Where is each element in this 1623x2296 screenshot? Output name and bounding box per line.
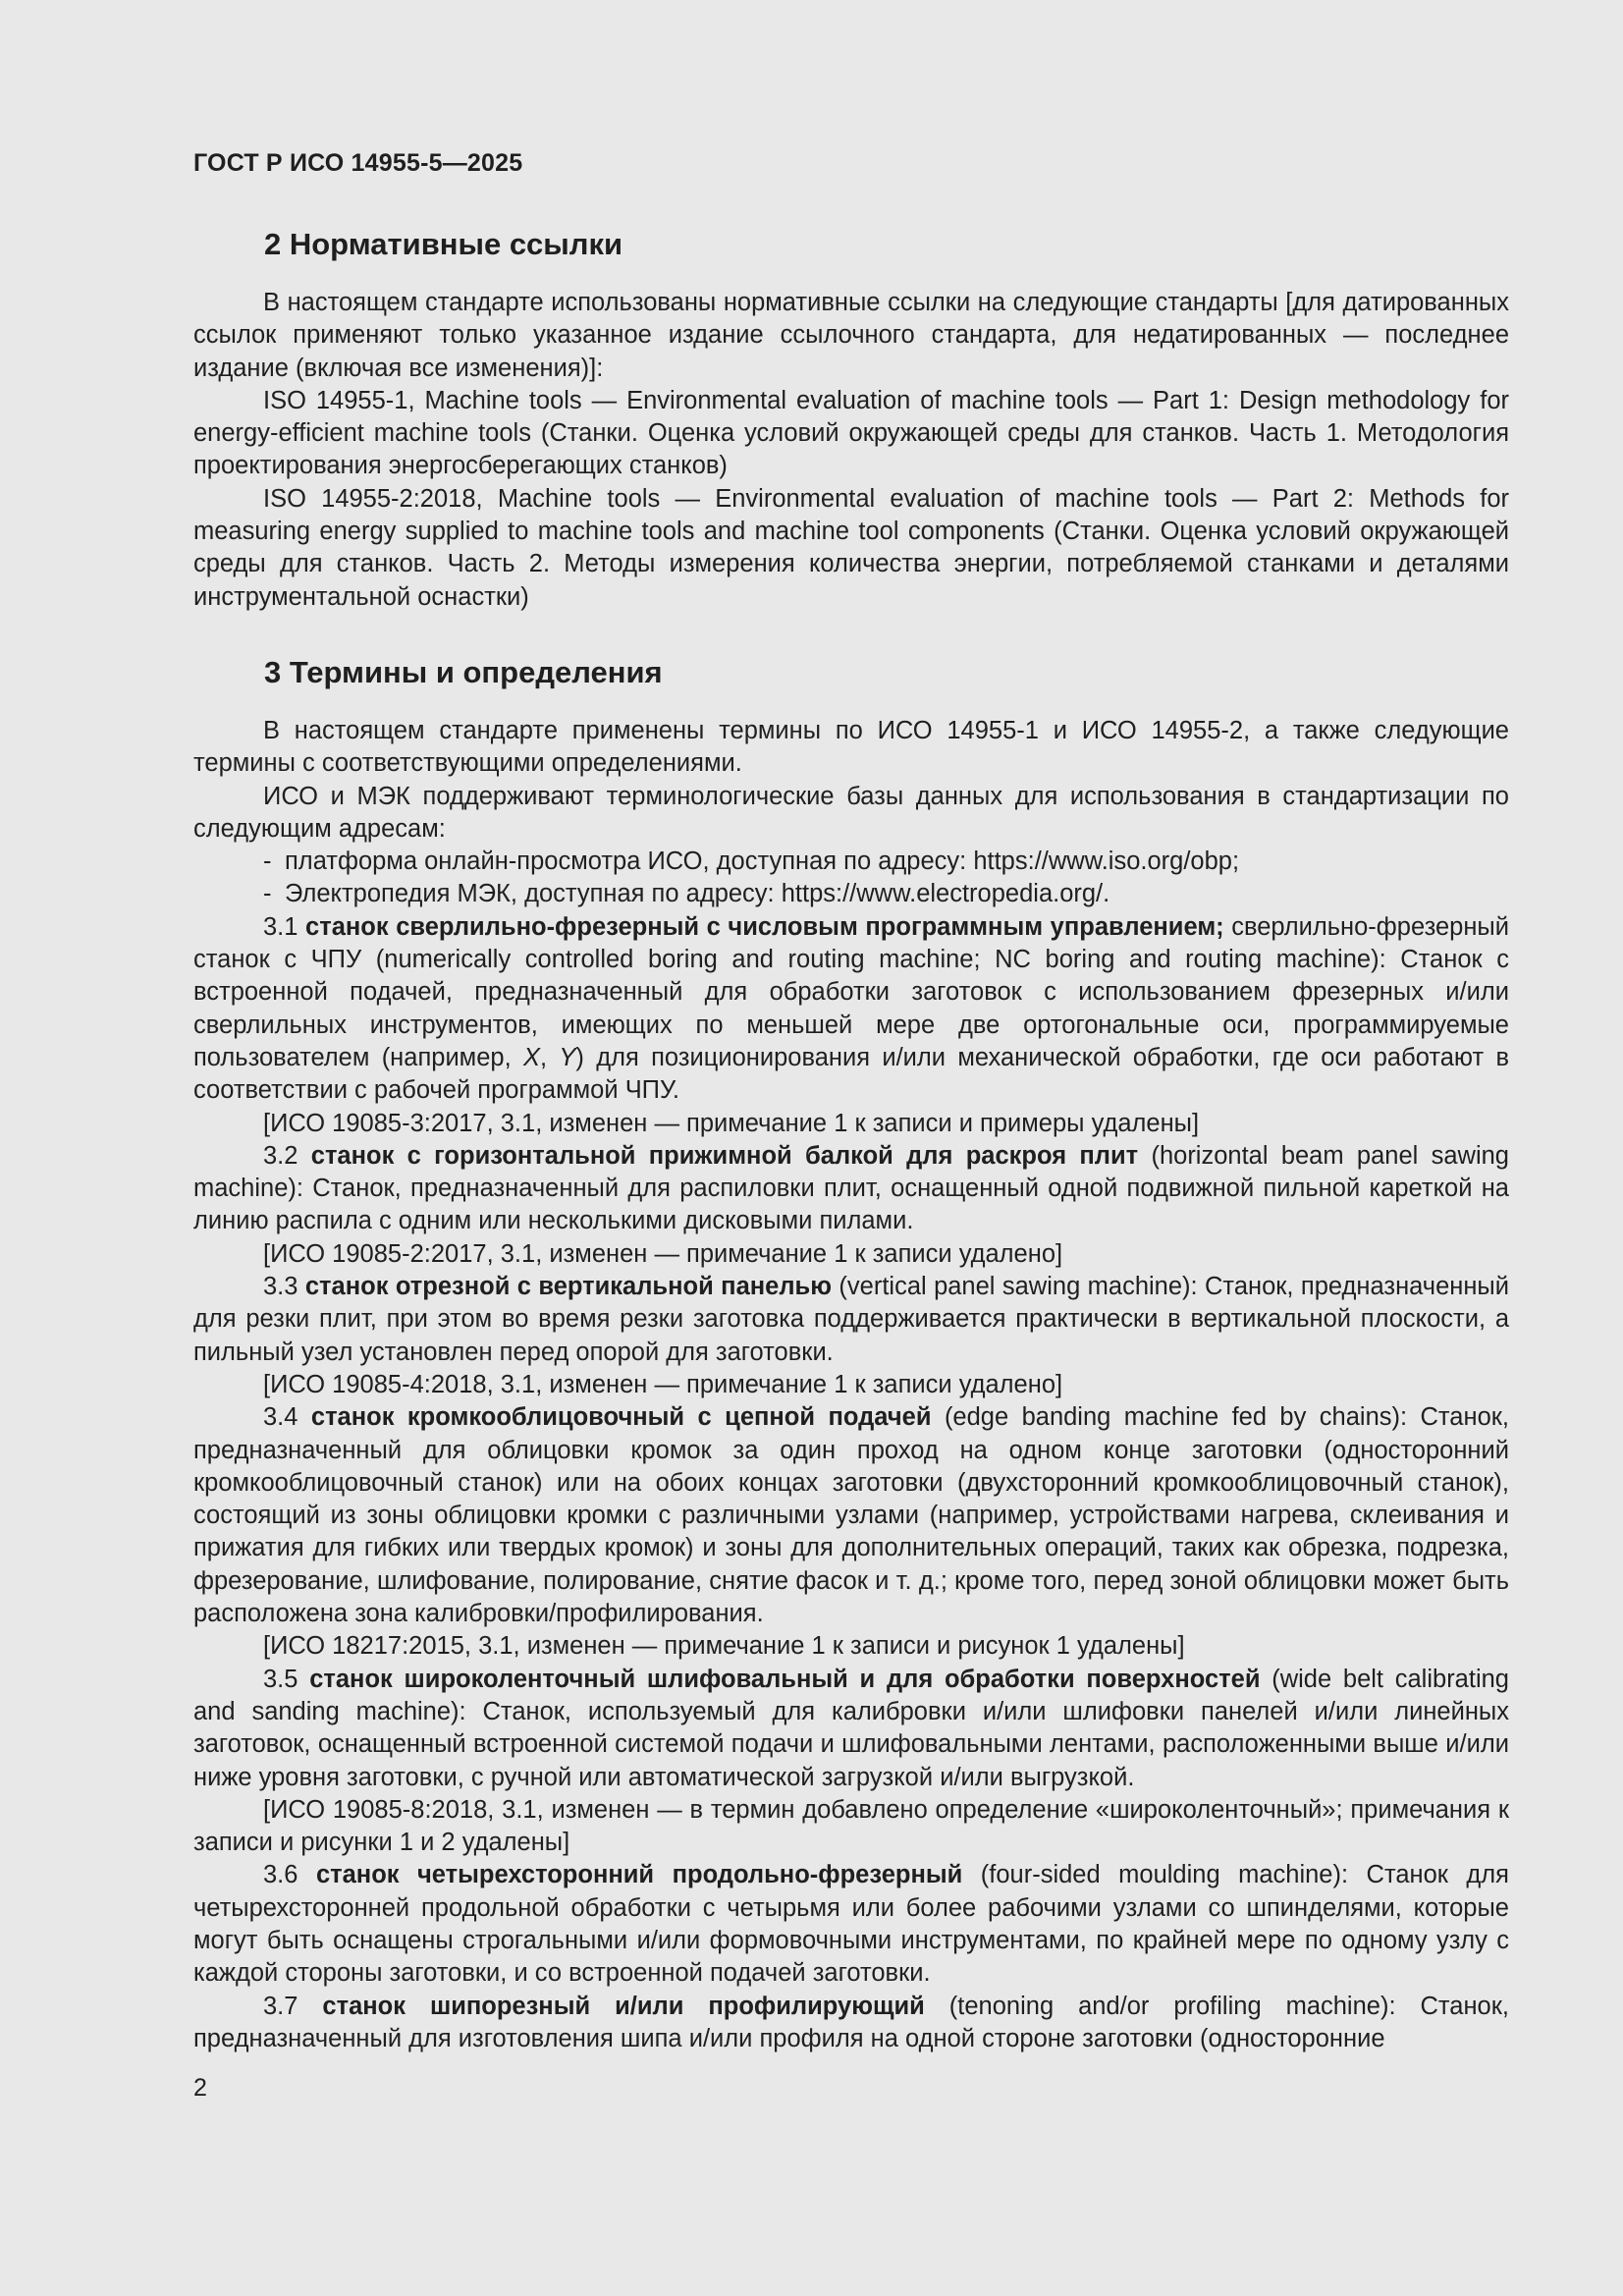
list-item-text: Электропедия МЭК, доступная по адресу: https://www.electropedia.org/. (285, 880, 1110, 908)
term-definition: (four-sided moulding machine): Станок для четырехсторонней продольной обработки с четырьмя или более рабочими узлами со шпинделями, которые могут быть оснащены строгальными и/или формовочными инструментами, по крайней мере по одному узлу с каждой стороны заготовки, и со встроенной подачей заготовки. (193, 1861, 1509, 1988)
dash-marker: - (263, 847, 272, 876)
axis-separator: , (540, 1043, 560, 1071)
term-name: станок кромкооблицовочный с цепной подачей (310, 1403, 932, 1432)
document-code-header: ГОСТ Р ИСО 14955-5—2025 (193, 149, 523, 177)
term-entry (193, 911, 1509, 1108)
term-source: [ИСО 19085-2:2017, 3.1, изменен — примечание 1 к записи удалено] (263, 1239, 1063, 1268)
list-item (193, 878, 1509, 910)
term-name: станок широколенточный шлифовальный и для обработки поверхностей (309, 1665, 1261, 1693)
term-entry (193, 1401, 1509, 1630)
normative-reference: ISO 14955-2:2018, Machine tools — Environmental evaluation of machine tools — Part 2: Methods for measuring energy supplied to machine tools and machine tool components (Станки. Оценка условий окружающей среды для станков. Часть 2. Методы измерения количества энергии, потребляемой станками и деталями инструментальной оснастки) (193, 484, 1509, 611)
term-number: 3.6 (263, 1861, 298, 1889)
term-definition: (edge banding machine fed by chains): Станок, предназначенный для облицовки кромок за один проход на одном конце заготовки (односторонний кромкооблицовочный станок) или на обоих концах заготовки (двухсторонний кромкооблицовочный станок), состоящий из зоны облицовки кромки с различными узлами (например, устройствами нагрева, склеивания и прижатия для гибких или твердых кромок) и зоны для дополнительных операций, таких как обрезка, подрезка, фрезерование, шлифование, полирование, снятие фасок и т. д.; кроме того, перед зоной облицовки может быть расположена зона калибровки/профилирования. (193, 1403, 1509, 1628)
term-definition: сверлильно-фрезерный станок с ЧПУ (numerically controlled boring and routing machine; NC boring and routing machine): Станок с встроенной подачей, предназначенный для обработки заготовок с использованием фрезерных и/или сверлильных инструментов, имеющих по меньшей мере две ортогональные оси, программируемые пользователем (например, (193, 912, 1509, 1071)
term-name: станок шипорезный и/или профилирующий (322, 1992, 925, 2020)
terminology-databases-intro: ИСО и МЭК поддерживают терминологические базы данных для использования в стандартизации по следующим адресам: (193, 782, 1509, 843)
term-definition: (wide belt calibrating and sanding machine): Станок, используемый для калибровки и/или шлифовки панелей и/или линейных заготовок, оснащенный встроенной системой подачи и шлифовальными лентами, расположенными выше и/или ниже уровня заготовки, с ручной или автоматической загрузкой и/или выгрузкой. (193, 1665, 1509, 1791)
term-definition: (tenoning and/or profiling machine): Станок, предназначенный для изготовления шипа и/или профиля на одной стороне заготовки (односторонние (193, 1992, 1509, 2052)
term-name: станок четырехсторонний продольно-фрезерный (315, 1861, 963, 1889)
section-3-title: 3 Термины и определения (264, 655, 663, 689)
term-number: 3.5 (263, 1665, 298, 1693)
term-definition: (vertical panel sawing machine): Станок, предназначенный для резки плит, при этом во время резки заготовка поддерживается практически в вертикальной плоскости, а пильный узел установлен перед опорой для заготовки. (193, 1273, 1509, 1366)
term-number: 3.4 (263, 1403, 298, 1432)
term-number: 3.2 (263, 1141, 298, 1170)
section-2-title: 2 Нормативные ссылки (264, 227, 623, 261)
term-entry (193, 1859, 1509, 1990)
list-item-text: платформа онлайн-просмотра ИСО, доступная по адресу: https://www.iso.org/obp; (285, 847, 1240, 876)
dash-marker: - (263, 880, 272, 908)
section-3-intro: В настоящем стандарте применены термины по ИСО 14955-1 и ИСО 14955-2, а также следующие термины с соответствующими определениями. (193, 717, 1509, 778)
term-name: станок сверлильно-фрезерный с числовым программным управлением; (305, 912, 1224, 941)
term-entry (193, 1271, 1509, 1369)
term-source: [ИСО 19085-4:2018, 3.1, изменен — примечание 1 к записи удалено] (263, 1370, 1063, 1398)
term-number: 3.1 (263, 912, 298, 941)
term-source: [ИСО 19085-3:2017, 3.1, изменен — примечание 1 к записи и примеры удалены] (263, 1109, 1200, 1137)
term-definition: (horizontal beam panel sawing machine): Станок, предназначенный для распиловки плит, оснащенный одной подвижной пильной кареткой на линию распила с одним или несколькими дисковыми пилами. (193, 1141, 1509, 1235)
term-source: [ИСО 18217:2015, 3.1, изменен — примечание 1 к записи и рисунок 1 удалены] (263, 1632, 1185, 1661)
section-2-body (193, 287, 1509, 614)
term-number: 3.3 (263, 1273, 298, 1301)
term-definition: ) для позиционирования и/или механической обработки, где оси работают в соответствии с рабочей программой ЧПУ. (193, 1043, 1510, 1105)
term-name: станок отрезной с вертикальной панелью (304, 1273, 832, 1301)
term-number: 3.7 (263, 1992, 298, 2020)
page-number: 2 (193, 2074, 207, 2102)
term-source: [ИСО 19085-8:2018, 3.1, изменен — в термин добавлено определение «широколенточный»; примечания к записи и рисунки 1 и 2 удалены] (193, 1795, 1509, 1857)
list-item (193, 846, 1509, 878)
term-entry (193, 1664, 1509, 1794)
section-2-intro: В настоящем стандарте использованы нормативные ссылки на следующие стандарты [для датированных ссылок применяют только указанное издание ссылочного стандарта, для недатированных — последнее издание (включая все изменения)]: (193, 289, 1509, 382)
term-name: станок с горизонтальной прижимной балкой для раскроя плит (310, 1141, 1139, 1170)
axis-symbol: X (522, 1043, 540, 1071)
term-entry (193, 1140, 1509, 1238)
section-3-body (193, 715, 1509, 2055)
term-entry (193, 1991, 1509, 2056)
axis-symbol: Y (559, 1043, 576, 1071)
normative-reference: ISO 14955-1, Machine tools — Environmental evaluation of machine tools — Part 1: Design methodology for energy-efficient machine tools (Станки. Оценка условий окружающей среды для станков. Часть 1. Методология проектирования энергосберегающих станков) (193, 386, 1509, 480)
